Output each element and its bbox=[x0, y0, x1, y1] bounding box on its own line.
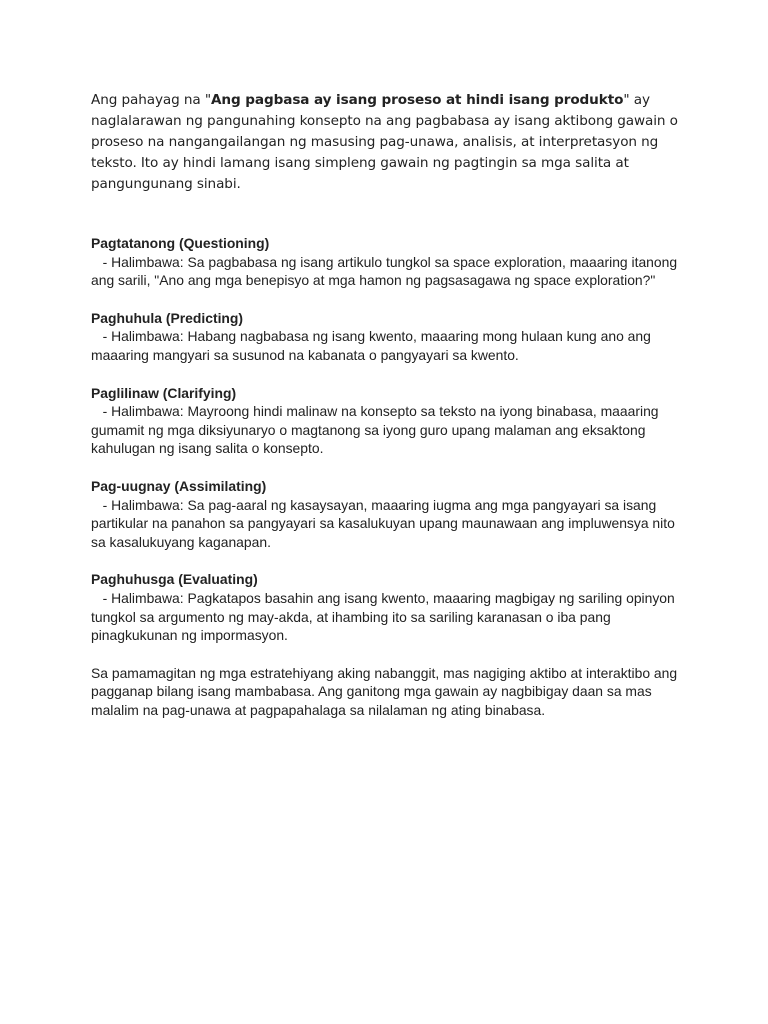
strategy-assimilating bbox=[91, 477, 691, 551]
section-heading: Paghuhula (Predicting) bbox=[91, 309, 244, 326]
intro-quote: Ang pagbasa ay isang proseso at hindi isang produkto bbox=[211, 92, 624, 108]
section-heading: Paglilinaw (Clarifying) bbox=[91, 384, 237, 401]
section-example: - Halimbawa: Sa pagbabasa ng isang artikulo tungkol sa space exploration, maaaring itanong ang sarili, "Ano ang mga benepisyo at mga hamon ng pagsasagawa ng space exploration?" bbox=[91, 253, 681, 289]
section-heading: Pagtatanong (Questioning) bbox=[91, 235, 270, 251]
conclusion-paragraph: Sa pamamagitan ng mga estratehiyang aking nabanggit, mas nagiging aktibo at interaktibo ang pagganap bilang isang mambabasa. Ang ganitong mga gawain ay nagbibigay daan sa mas malalim na pag-unawa at pagpapahalaga sa nilalaman ng ating binabasa. bbox=[91, 664, 681, 718]
strategy-evaluating bbox=[91, 570, 691, 644]
section-heading: Paghuhusga (Evaluating) bbox=[91, 571, 258, 588]
intro-paragraph bbox=[91, 90, 691, 195]
section-example: - Halimbawa: Sa pag-aaral ng kasaysayan, maaaring iugma ang mga pangyayari sa isang partikular na panahon sa pangyayari sa kasalukuyan upang maunawaan ang impluwensya nito sa kasalukuyang kaganapan. bbox=[91, 496, 679, 550]
intro-prefix: Ang pahayag na " bbox=[91, 92, 212, 108]
section-example: - Halimbawa: Mayroong hindi malinaw na konsepto sa teksto na iyong binabasa, maaaring gumamit ng mga diksiyunaryo o magtanong sa iyong guro upang malaman ang eksaktong kahulugan ng isang salita o konsepto. bbox=[91, 403, 663, 457]
intro-suffix: " ay naglalarawan ng pangunahing konsepto na ang pagbabasa ay isang aktibong gawain o proseso na nangangailangan ng masusing pag-unawa, analisis, at interpretasyon ng teksto. Ito ay hindi lamang isang simpleng gawain ng pagtingin sa mga salita at pangungunang sinabi. bbox=[91, 92, 678, 192]
strategy-list bbox=[91, 234, 691, 719]
strategy-clarifying bbox=[91, 384, 691, 458]
section-heading: Pag-uugnay (Assimilating) bbox=[91, 477, 267, 494]
section-example: - Halimbawa: Pagkatapos basahin ang isang kwento, maaaring magbigay ng sariling opinyon tungkol sa argumento ng may-akda, at ihambing ito sa sariling karanasan o iba pang pinagkukunan ng impormasyon. bbox=[91, 589, 679, 644]
section-example: - Halimbawa: Habang nagbabasa ng isang kwento, maaaring mong hulaan kung ano ang maaaring mangyari sa susunod na kabanata o pangyayari sa kwento. bbox=[91, 328, 655, 363]
strategy-questioning bbox=[91, 234, 691, 290]
strategy-predicting bbox=[91, 309, 691, 365]
